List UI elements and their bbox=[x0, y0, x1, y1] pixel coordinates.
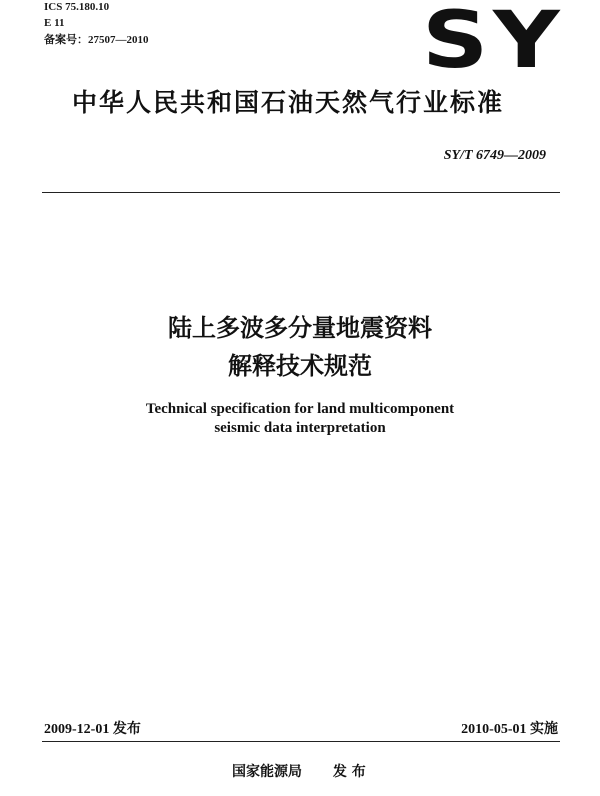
ics-code: ICS 75.180.10 bbox=[44, 1, 110, 13]
bottom-divider bbox=[42, 741, 560, 742]
publisher-line bbox=[232, 764, 366, 780]
publish-label: 发 布 bbox=[332, 764, 366, 780]
sy-logo: SY bbox=[422, 0, 565, 86]
title-chinese-line-1: 陆上多波多分量地震资料 bbox=[168, 314, 432, 342]
title-english-line-1: Technical specification for land multicomponent bbox=[145, 401, 455, 417]
top-divider bbox=[42, 192, 560, 193]
issue-date: 2009-12-01 发布 bbox=[44, 722, 141, 737]
implementation-date: 2010-05-01 实施 bbox=[461, 722, 558, 737]
publisher-name: 国家能源局 bbox=[232, 764, 302, 780]
standard-number: SY/T 6749—2009 bbox=[443, 148, 546, 163]
classification-code: E 11 bbox=[44, 17, 65, 29]
title-chinese-line-2: 解释技术规范 bbox=[228, 352, 372, 380]
standard-category-title: 中华人民共和国石油天然气行业标准 bbox=[72, 88, 505, 117]
record-number: 备案号：27507—2010 bbox=[44, 34, 149, 46]
title-english-line-2: seismic data interpretation bbox=[214, 420, 386, 436]
